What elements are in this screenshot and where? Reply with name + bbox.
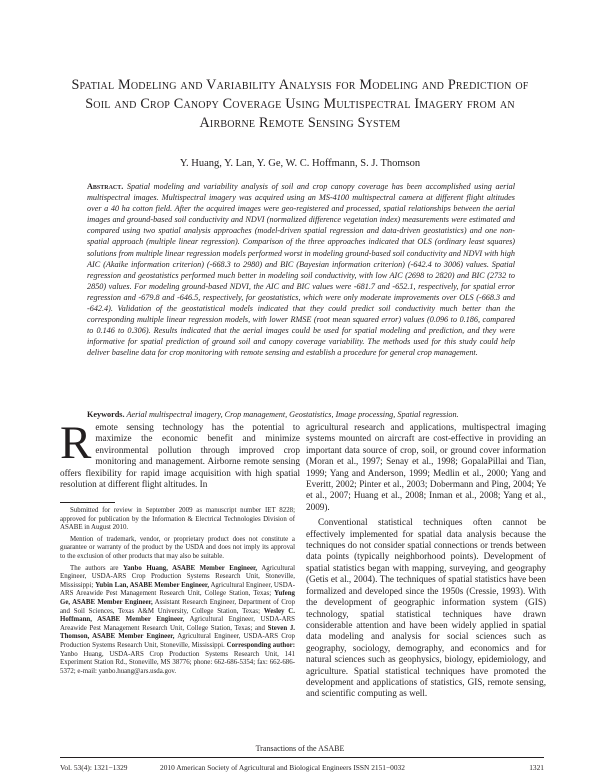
- abstract-text: Spatial modeling and variability analysis of soil and crop canopy coverage has been accomplished using aerial multispectral images. Multispectral imagery was acquired using an MS-4100 multispectral camera at different flight altitudes over a 40 ha cotton field. After the acquired images were geo-registered and processed, spatial relationships between the aerial images and ground-based soil conductivity and NDVI (normalized difference vegetation index) measurements were estimated and compared using two spatial analysis approaches (model-driven spatial regression and data-driven geostatistics) and one non-spatial approach (multiple linear regression). Comparison of the three approaches indicated that OLS (ordinary least squares) solutions from multiple linear regression models performed worst in modeling ground-based soil conductivity and NDVI with high AIC (Akaike information criterion) (-668.3 to 2980) and BIC (Bayesian information criterion) (-642.4 to 3006) values. Spatial regression and geostatistics performed much better in modeling soil conductivity, with low AIC (2698 to 2820) and BIC (2732 to 2850) values. For modeling ground-based NDVI, the AIC and BIC values were -681.7 and -652.1, respectively, for spatial error regression and -679.8 and -646.5, respectively, for geostatistics, which were only moderate improvements over OLS (-668.3 and -642.4). Validation of the geostatistical models indicated that they could predict soil conductivity much better than the corresponding multiple linear regression models, with lower RMSE (root mean squared error) values (0.096 to 0.186, compared to 0.146 to 0.306). Results indicated that the aerial images could be used for spatial modeling and prediction, and they were informative for spatial prediction of ground soil and canopy coverage variability. The methods used for this study could help deliver baseline data for crop monitoring with remote sensing and establish a procedure for general crop management.: [87, 182, 515, 358]
- footnote-disclaimer: Mention of trademark, vendor, or proprietary product does not constitute a guarantee or warranty of the product by the USDA and does not imply its approval to the exclusion of other products that may also be suitable.: [60, 535, 295, 560]
- volume-info: Vol. 53(4): 1321−1329: [60, 763, 128, 772]
- body-right-column: [306, 422, 546, 704]
- page-number: 1321: [529, 763, 544, 772]
- journal-name: Transactions of the ASABE: [255, 744, 345, 753]
- abstract: [87, 181, 515, 359]
- right-paragraph-1: agricultural research and applications, multispectral imaging systems mounted on aircraft are cost-effective in providing an important data source of crop, soil, or ground cover information (Moran et al., 1997; Senay et al., 1998; GopalaPillai and Tian, 1999; Yang and Anderson, 1999; Medlin et al., 2000; Yang and Everitt, 2002; Pinter et al., 2003; Dobermann and Ping, 2004; Ye et al., 2007; Huang et al., 2008; Inman et al., 2008; Yang et al., 2009).: [306, 422, 546, 512]
- intro-paragraph: [60, 417, 300, 490]
- body-left-column: [60, 417, 300, 494]
- keywords: [87, 409, 515, 420]
- keywords-label: Keywords.: [87, 410, 125, 419]
- footnote-submitted: Submitted for review in September 2009 as manuscript number IET 8228; approved for publication by the Information & Electrical Technologies Division of ASABE in August 2010.: [60, 507, 295, 532]
- footnote-authors: The authors are Yanbo Huang, ASABE Member Engineer, Agricultural Engineer, USDA-ARS Crop Production Systems Research Unit, Stoneville, Mississippi; Yubin Lan, ASABE Member Engineer, Agricultural Engineer, USDA-ARS Areawide Pest Management Research Unit, College Station, Texas; Yufeng Ge, ASABE Member Engineer, Assistant Research Engineer, Department of Crop and Soil Sciences, Texas A&M University, College Station, Texas; Wesley C. Hoffmann, ASABE Member Engineer, Agricultural Engineer, USDA-ARS Areawide Pest Management Research Unit, College Station, Texas; and Steven J. Thomson, ASABE Member Engineer, Agricultural Engineer, USDA-ARS Crop Production Systems Research Unit, Stoneville, Mississippi. Corresponding author: Yanbo Huang, USDA-ARS Crop Production Systems Research Unit, 141 Experiment Station Rd., Stoneville, MS 38776; phone: 662-686-5354; fax: 662-686-5372; e-mail: yanbo.huang@ars.usda.gov.: [60, 564, 296, 675]
- footnote: [60, 507, 295, 679]
- footnote-rule: [60, 502, 115, 503]
- intro-text: emote sensing technology has the potential to maximize the economic benefit and minimize environmental pollution through improved crop monitoring and management. Airborne remote sensing offers flexibility for rapid image acquisition with high spatial resolution at different flight altitudes. In: [60, 422, 300, 490]
- footer-divider: [60, 757, 544, 758]
- paper-title: Spatial Modeling and Variability Analysis for Modeling and Prediction of Soil and Crop Canopy Coverage Using Multispectral Imagery from an Airborne Remote Sensing System: [71, 77, 529, 131]
- author-list: Y. Huang, Y. Lan, Y. Ge, W. C. Hoffmann, S. J. Thomson: [179, 158, 421, 169]
- keywords-text: Aerial multispectral imagery, Crop management, Geostatistics, Image processing, Spatial regression.: [126, 410, 459, 419]
- drop-cap: R: [60, 417, 92, 469]
- right-paragraph-2: Conventional statistical techniques often cannot be effectively implemented for spatial data analysis because the techniques do not consider spatial connections or trends between data points (typically neighborhood points). Development of spatial statistics began with mapping, surveying, and geography (Getis et al., 2004). The techniques of spatial statistics have been formalized and developed since the 1950s (Cressie, 1993). With the development of geographic information system (GIS) technology, spatial statistical techniques have drawn considerable attention and have been widely applied in spatial data modeling and analysis for social sciences such as geography, sociology, demography, and economics and for natural sciences such as geophysics, biology, epidemiology, and agriculture. Spatial statistical techniques have promoted the development and applications of statistics, GIS, remote sensing, and scientific computing as well.: [306, 517, 546, 699]
- abstract-label: Abstract.: [87, 182, 124, 191]
- copyright-line: 2010 American Society of Agricultural and Biological Engineers ISSN 2151−0032: [160, 763, 405, 772]
